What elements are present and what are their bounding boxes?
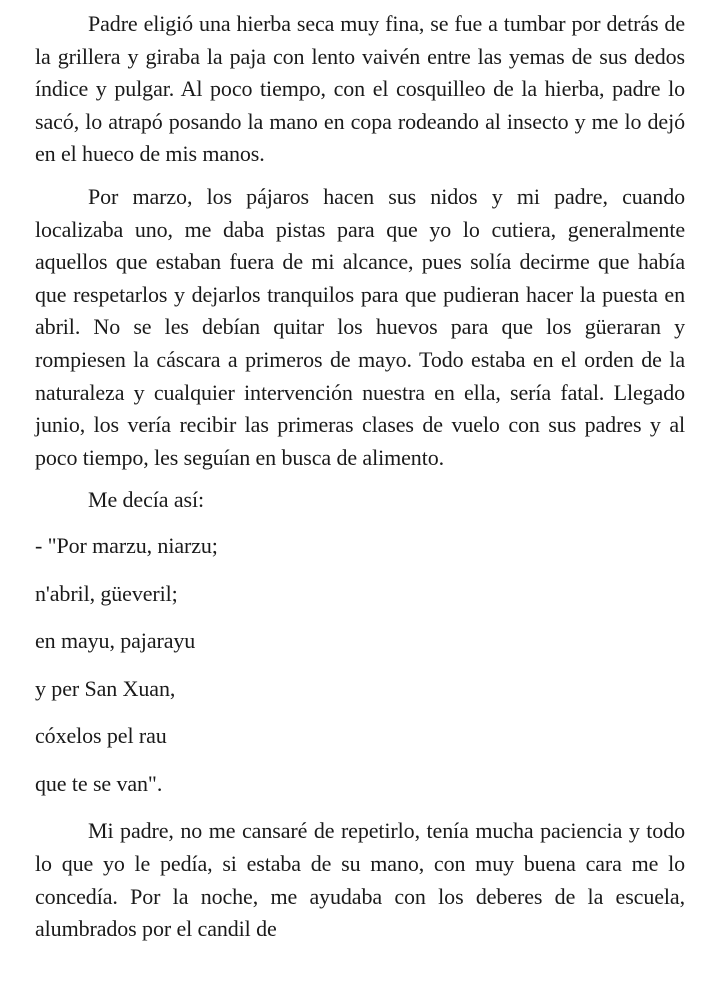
paragraph-grillo: Padre eligió una hierba seca muy fina, se fue a tumbar por detrás de la grillera y giraba la paja con lento vaivén entre las yemas de sus dedos índice y pulgar. Al poco tiempo, con el cosquilleo de la hierba, padre lo sacó, lo atrapó posando la mano en copa rodeando al insecto y me lo dejó en el hueco de mis manos. <box>35 11 685 167</box>
verse-line-6: que te se van". <box>35 770 163 796</box>
verse-line-1: - "Por marzu, niarzu; <box>35 532 218 558</box>
verse-line-5: cóxelos pel rau <box>35 723 167 749</box>
verse-line-3: en mayu, pajarayu <box>35 628 196 654</box>
verse-line-4: y per San Xuan, <box>35 675 176 701</box>
verse-line-2: n'abril, güeveril; <box>35 580 178 606</box>
paragraph-paciencia: Mi padre, no me cansaré de repetirlo, tenía mucha paciencia y todo lo que yo le pedía, si estaba de su mano, con muy buena cara me lo concedía. Por la noche, me ayudaba con los deberes de la escuela, alumbrados por el candil de <box>35 818 685 942</box>
verse-intro: Me decía así: <box>88 487 204 513</box>
document-page <box>35 8 685 956</box>
paragraph-pajaros: Por marzo, los pájaros hacen sus nidos y mi padre, cuando localizaba uno, me daba pistas para que yo lo cutiera, generalmente aquellos que estaban fuera de mi alcance, pues solía decirme que había que respetarlos y dejarlos tranquilos para que pudieran hacer la puesta en abril. No se les debían quitar los huevos para que los güeraran y rompiesen la cáscara a primeros de mayo. Todo estaba en el orden de la naturaleza y cualquier intervención nuestra en ella, sería fatal. Llegado junio, los vería recibir las primeras clases de vuelo con sus padres y al poco tiempo, les seguían en busca de alimento. <box>35 183 685 470</box>
